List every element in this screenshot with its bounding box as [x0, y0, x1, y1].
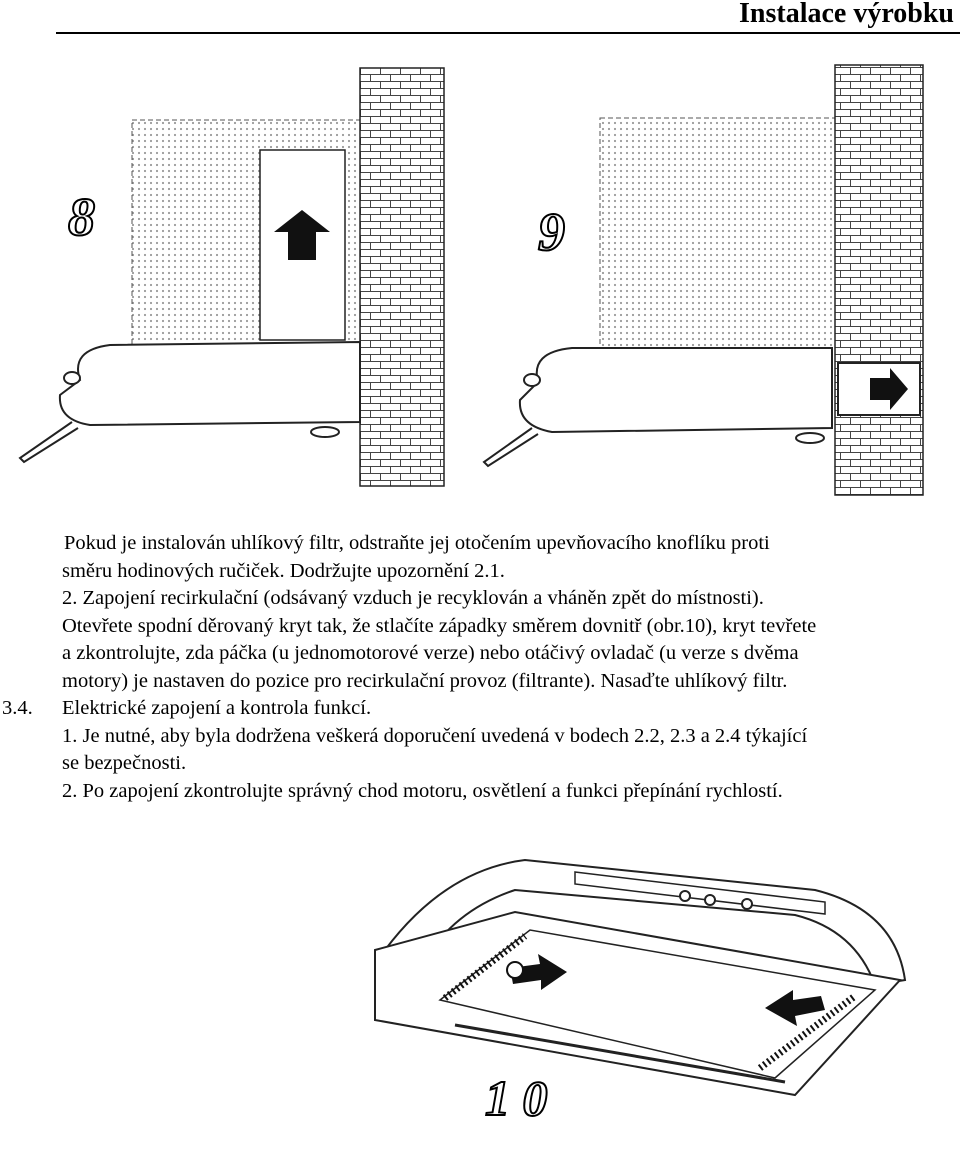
hood-foot	[311, 427, 339, 437]
header-title: Instalace výrobku	[739, 0, 954, 29]
hood-lever	[484, 428, 538, 466]
latch-icon	[507, 962, 523, 978]
button-icon	[742, 899, 752, 909]
paragraph-line: a zkontrolujte, zda páčka (u jednomotorové verze) nebo otáčivý ovladač (u verze s dvěma	[62, 642, 799, 664]
text-body	[0, 530, 960, 805]
brick-wall	[360, 68, 444, 486]
section-title: Elektrické zapojení a kontrola funkcí.	[62, 697, 372, 719]
hood-knob	[524, 374, 540, 386]
button-icon	[680, 891, 690, 901]
list-item: 2. Po zapojení zkontrolujte správný chod motoru, osvětlení a funkci přepínání rychlostí.	[62, 779, 783, 802]
figure-8	[10, 60, 450, 500]
figure-9	[480, 60, 950, 500]
header-rule	[56, 32, 960, 34]
hood-lever	[20, 422, 78, 462]
figure-9-label: 9	[538, 202, 565, 262]
paragraph-line: 2. Zapojení recirkulační (odsávaný vzduch je recyklován a vháněn zpět do místnosti).	[62, 587, 764, 609]
figure-10-label: 1 0	[485, 1070, 548, 1126]
list-item-continuation: se bezpečnosti.	[62, 752, 187, 774]
hood-body	[60, 342, 360, 425]
hood-body	[520, 348, 832, 432]
paragraph-line: Otevřete spodní děrovaný kryt tak, že stlačíte západky směrem dovnitř (obr.10), kryt tevřete	[62, 614, 817, 637]
hood-knob	[64, 372, 80, 384]
brick-wall	[835, 65, 923, 495]
list-item: 1. Je nutné, aby byla dodržena veškerá doporučení uvedená v bodech 2.2, 2.3 a 2.4 týkající	[62, 724, 808, 747]
button-icon	[705, 895, 715, 905]
paragraph-line: Pokud je instalován uhlíkový filtr, odstraňte jej otočením upevňovacího knoflíku proti	[64, 532, 770, 554]
figure-8-label: 8	[68, 187, 95, 247]
paragraph-line: motory) je nastaven do pozice pro recirkulační provoz (filtrante). Nasaďte uhlíkový filtr.	[62, 669, 788, 692]
paragraph-line: směru hodinových ručiček. Dodržujte upozornění 2.1.	[62, 559, 505, 582]
section-number: 3.4.	[2, 697, 33, 719]
hood-foot	[796, 433, 824, 443]
figure-10	[355, 850, 925, 1130]
